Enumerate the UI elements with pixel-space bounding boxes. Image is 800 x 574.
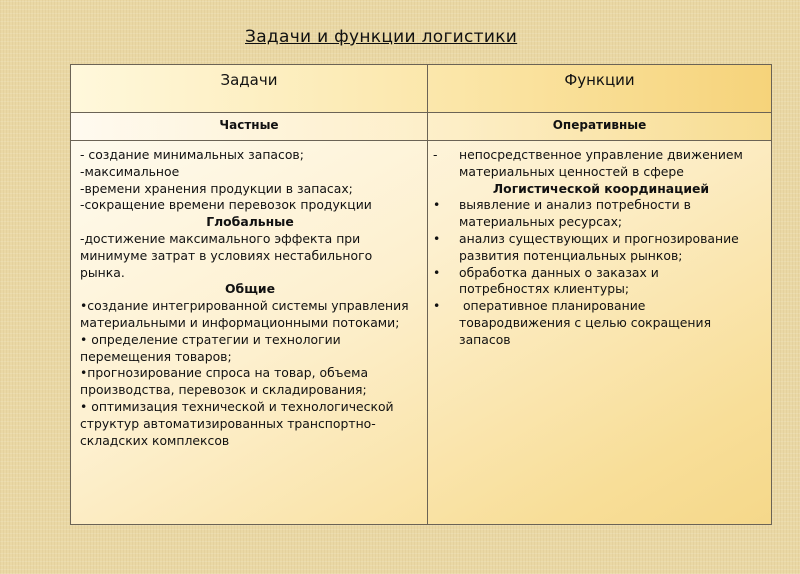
text-line: • оптимизация технической и технологической: [80, 398, 394, 414]
list-item-text: [459, 197, 769, 231]
tasks-column-header: Задачи: [220, 71, 278, 89]
text-line: обработка данных о заказах и: [459, 264, 659, 280]
text-line: анализ существующих и прогнозирование: [459, 230, 739, 246]
tasks-cell: [80, 147, 420, 449]
functions-cell: [433, 147, 769, 349]
dash-marker: -: [433, 147, 438, 162]
text-line: оперативное планирование: [459, 298, 646, 314]
private-tasks-subheader: Частные: [219, 118, 279, 132]
coordination-heading: Логистической координацией: [492, 180, 710, 196]
row-divider: [71, 140, 771, 141]
text-line: непосредственное управление движением: [459, 147, 743, 162]
operative-functions-subheader: Оперативные: [552, 118, 647, 132]
text-line: • определение стратегии и технологии: [80, 331, 341, 347]
text-line: -времени хранения продукции в запасах;: [80, 180, 353, 196]
text-line: рынка.: [80, 264, 125, 280]
list-item: [433, 197, 769, 231]
general-tasks-heading: Общие: [225, 281, 275, 297]
text-line: - создание минимальных запасов;: [80, 147, 304, 162]
list-item: [433, 147, 769, 181]
column-divider: [427, 65, 428, 524]
text-line: складских комплексов: [80, 432, 230, 448]
list-item-text: [459, 298, 769, 348]
bullet-marker: •: [433, 230, 441, 246]
bullet-marker: •: [433, 264, 441, 280]
text-line: производства, перевозок и складирования;: [80, 382, 367, 398]
text-line: •прогнозирование спроса на товар, объема: [80, 365, 369, 381]
text-line: структур автоматизированных транспортно-: [80, 415, 376, 431]
text-line: материальных ресурсах;: [459, 214, 623, 230]
page-title: Задачи и функции логистики: [245, 27, 518, 47]
text-line: материальных ценностей в сфере: [459, 163, 684, 179]
list-item-text: [459, 147, 769, 181]
text-line: товародвижения с целью сокращения: [459, 314, 712, 330]
text-line: потребностях клиентуры;: [459, 281, 630, 297]
text-line: выявление и анализ потребности в: [459, 197, 691, 213]
text-line: минимуме затрат в условиях нестабильного: [80, 247, 373, 263]
text-line: запасов: [459, 331, 511, 347]
text-line: -достижение максимального эффекта при: [80, 230, 361, 246]
list-item: [433, 298, 769, 348]
bullet-marker: •: [433, 197, 441, 213]
text-line: перемещения товаров;: [80, 348, 232, 364]
text-line: материальными и информационными потоками;: [80, 314, 400, 330]
row-divider: [71, 112, 771, 113]
functions-column-header: Функции: [564, 71, 635, 89]
list-item: [433, 265, 769, 299]
global-tasks-heading: Глобальные: [206, 214, 294, 230]
bullet-marker: •: [433, 298, 441, 314]
list-item: [433, 231, 769, 265]
tasks-functions-table: [70, 64, 772, 525]
text-line: •создание интегрированной системы управления: [80, 298, 409, 314]
text-line: развития потенциальных рынков;: [459, 247, 683, 263]
list-item-text: [459, 265, 769, 299]
text-line: -максимальное: [80, 163, 180, 179]
list-item-text: [459, 231, 769, 265]
text-line: -сокращение времени перевозок продукции: [80, 197, 372, 213]
